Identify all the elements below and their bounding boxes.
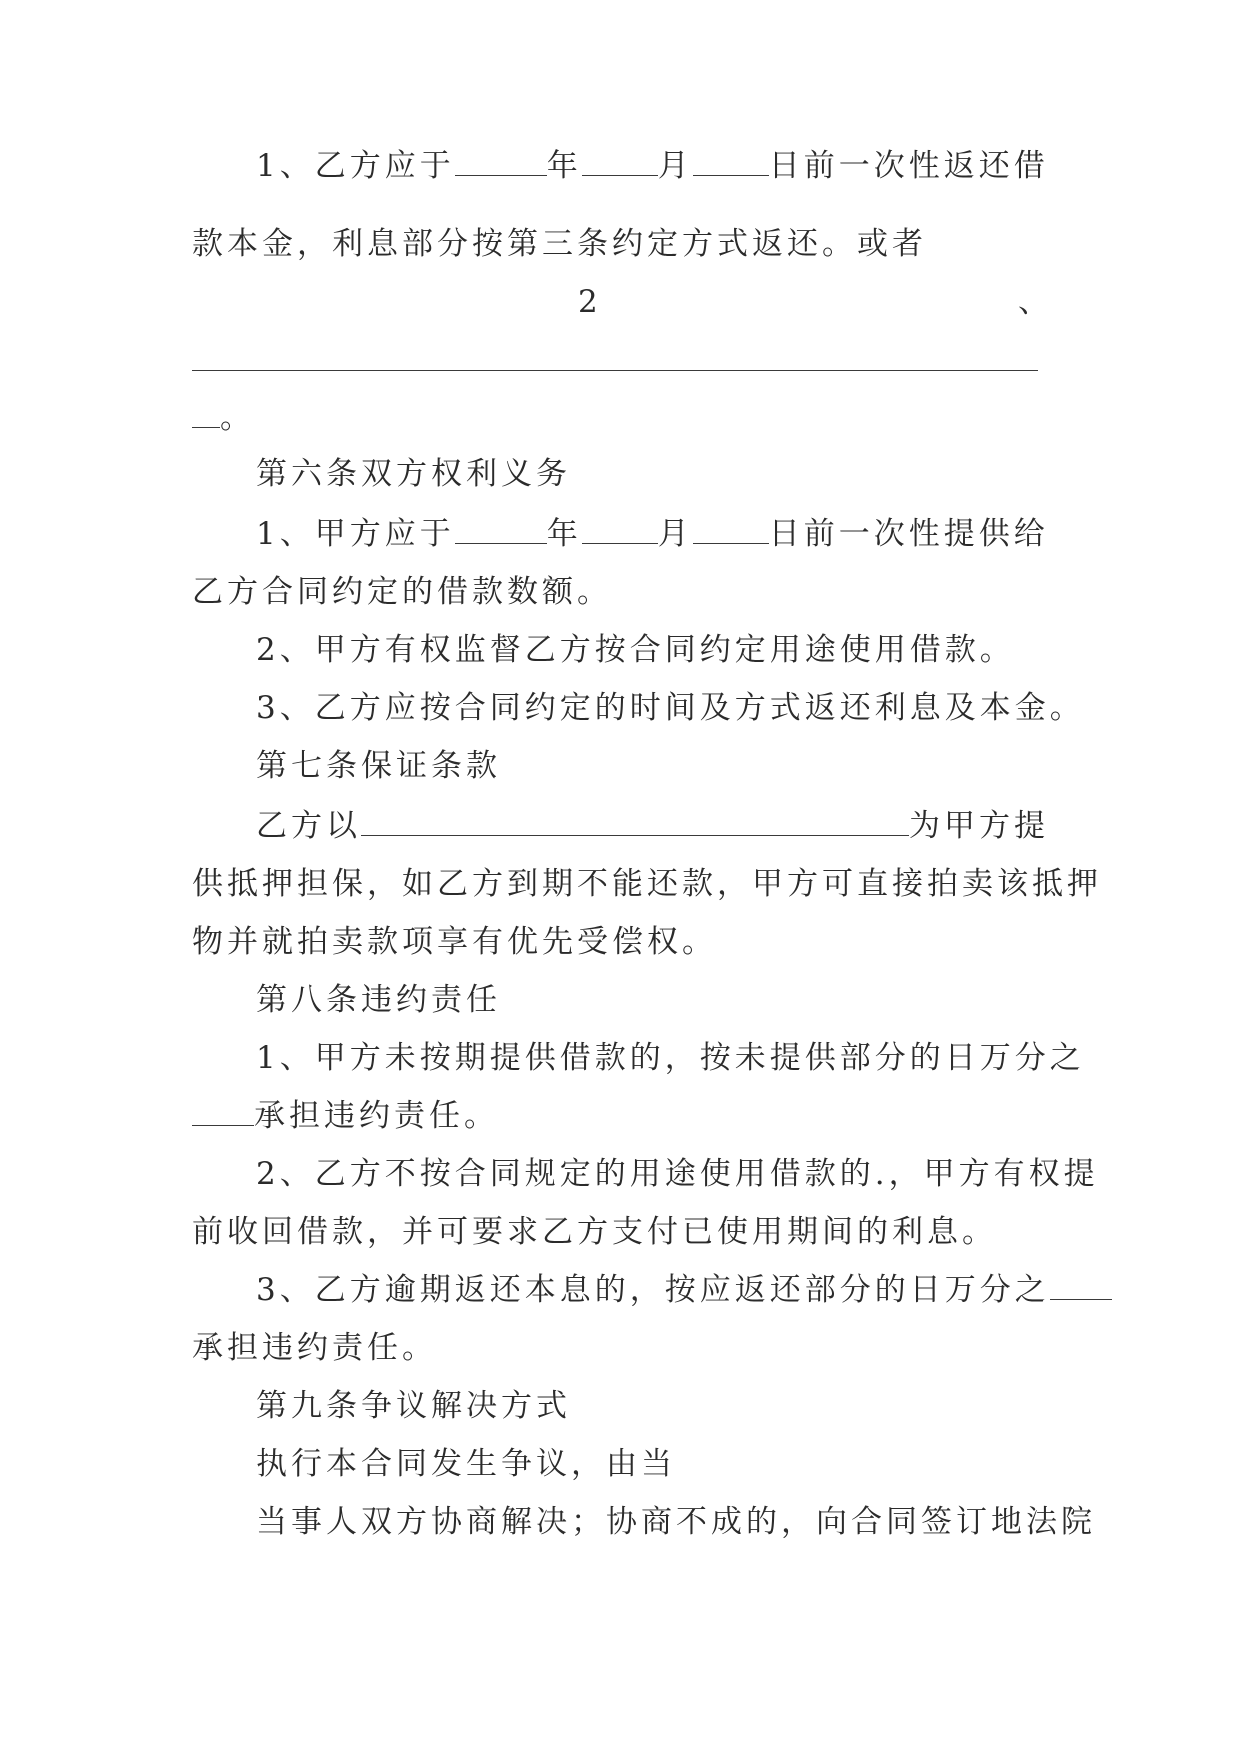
blank-line[interactable]	[192, 370, 1038, 371]
clause-5-item-1-cont: 款本金，利息部分按第三条约定方式返还。或者	[192, 226, 927, 262]
clause-6-item-1	[192, 514, 1116, 554]
blank-rate[interactable]	[192, 1097, 254, 1126]
clause-5-item-1	[192, 146, 1116, 186]
text: 日前一次性返还借	[768, 148, 1049, 184]
clause-8-item-1: 1、甲方未按期提供借款的，按未提供部分的日万分之	[256, 1040, 1085, 1076]
clause-6-item-3: 3、乙方应按合同约定的时间及方式返还利息及本金。	[256, 690, 1085, 726]
text: 。	[220, 400, 255, 436]
blank-month[interactable]	[582, 515, 658, 544]
blank-year[interactable]	[455, 515, 547, 544]
clause-8-item-3	[192, 1270, 1116, 1310]
clause-9-line-1: 执行本合同发生争议，由当	[256, 1446, 676, 1482]
item-number: 2	[578, 284, 602, 320]
enumeration-mark: 、	[1018, 284, 1053, 320]
text: 1、甲方应于	[256, 516, 455, 552]
text: 月	[657, 148, 693, 184]
text: 日前一次性提供给	[768, 516, 1049, 552]
heading-article-6: 第六条双方权利义务	[256, 456, 571, 492]
text: 年	[546, 148, 582, 184]
text: 乙方以	[256, 808, 361, 844]
clause-8-item-2: 2、乙方不按合同规定的用途使用借款的.，甲方有权提	[256, 1156, 1099, 1192]
text: 承担违约责任。	[254, 1098, 499, 1134]
blank-rate[interactable]	[1050, 1271, 1112, 1300]
clause-5-item-2-end	[192, 398, 1052, 438]
text: 月	[657, 516, 693, 552]
blank-collateral[interactable]	[361, 807, 909, 836]
blank-day[interactable]	[693, 147, 769, 176]
clause-8-item-1-cont	[192, 1096, 1052, 1136]
clause-6-item-1-cont: 乙方合同约定的借款数额。	[192, 574, 612, 610]
heading-article-7: 第七条保证条款	[256, 748, 501, 784]
clause-7-line-1	[192, 806, 1116, 846]
clause-7-line-2: 供抵押担保，如乙方到期不能还款，甲方可直接拍卖该抵押	[192, 866, 1102, 902]
clause-9-line-2: 当事人双方协商解决；协商不成的，向合同签订地法院	[256, 1504, 1096, 1540]
text: 为甲方提	[909, 808, 1049, 844]
clause-8-item-3-cont: 承担违约责任。	[192, 1330, 437, 1366]
clause-8-item-2-cont: 前收回借款，并可要求乙方支付已使用期间的利息。	[192, 1214, 997, 1250]
clause-6-item-2: 2、甲方有权监督乙方按合同约定用途使用借款。	[256, 632, 1015, 668]
heading-article-8: 第八条违约责任	[256, 982, 501, 1018]
blank-month[interactable]	[582, 147, 658, 176]
clause-7-line-3: 物并就拍卖款项享有优先受偿权。	[192, 924, 717, 960]
blank-short[interactable]	[192, 399, 220, 428]
text: 1、乙方应于	[256, 148, 455, 184]
text: 年	[546, 516, 582, 552]
text: 3、乙方逾期返还本息的，按应返还部分的日万分之	[256, 1272, 1050, 1308]
heading-article-9: 第九条争议解决方式	[256, 1388, 571, 1424]
blank-year[interactable]	[455, 147, 547, 176]
blank-day[interactable]	[693, 515, 769, 544]
